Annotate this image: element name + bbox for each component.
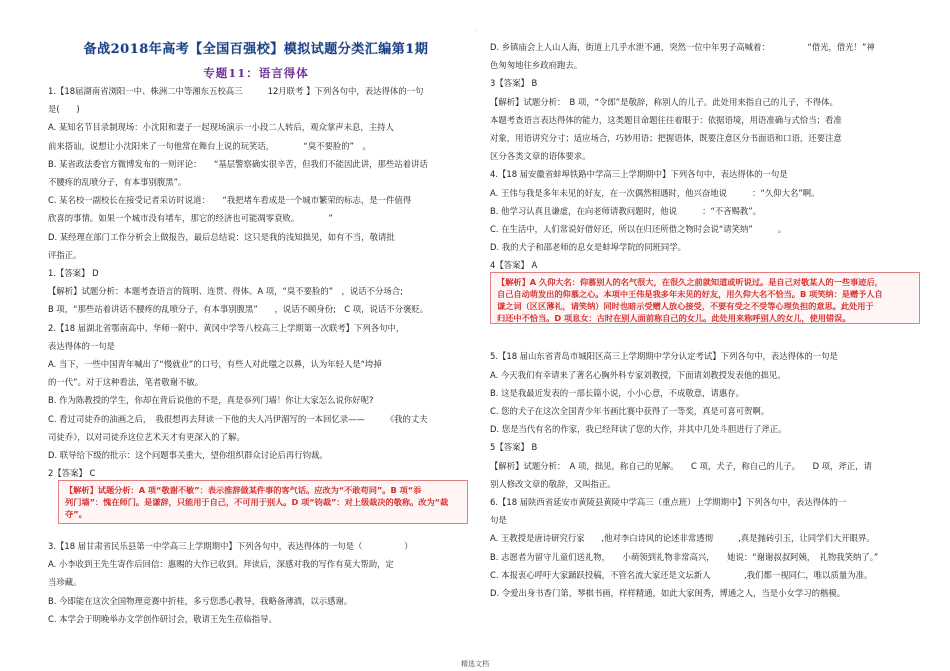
right-line: C. 在生活中，人们常说好借好还，所以在归还所借之物时会说“请笑纳” 。 [490,224,787,234]
left-line: A. 某知名节目录制现场：小沈阳和妻子一起现场演示一小段二人转后，观众掌声未息，主持人 [48,122,394,133]
left-line: 不腰疼的乱喷分子，有本事别腹黑”。 [48,177,187,187]
left-line: D. 某经理在部门工作分析会上做报告，最后总结说：这只是我的浅知拙见，如有不当，敬请批 [48,231,395,242]
left-line: 欣喜的事情。如果一个城市没有堵车，那它的经济也可能凋零衰败。 ” [48,213,333,224]
right-line: C. 本报衷心呼吁大家踊跃投稿，不管名流大家还是文坛新人 ,我们都一视同仁，唯以质量为准。 [490,569,873,580]
left-line: 3.【18 届甘肃省民乐县第一中学高三上学期期中】下列各句中，表达得体的一句是（ ） [48,541,413,551]
right-line: C. 您的犬子在这次全国青少年书画比赛中获得了一等奖，真是可喜可贺啊。 [490,406,770,416]
right-line: D. 令爱出身书香门第，琴棋书画，样样精通，如此大家闺秀，博通之人，当是小女学习的楷模。 [490,588,846,598]
right-line: D. 您是当代有名的作家，我已经拜读了您的大作，并其中几处斗胆进行了斧正。 [490,424,787,435]
right-line: A. 今天我们有幸请来了著名心胸外科专家刘教授，下面请刘教授发表他的拙见。 [490,369,786,380]
red_box_left-line: 列门墙”：愧在师门。是谦辞，只能用于自己，不可用于别人。D 项“钧裁”：对上级裁决的敬称。改为“裁 [65,497,449,507]
left-line: C. 某名校一副校长在接受记者采访时说道： “我把堵车看成是一个城市繁荣的标志，是一件值得 [48,195,412,206]
right-line: 句是 [490,515,507,526]
left-line: 的一代”。对于这种看法，笔者敬谢不敏。 [48,377,204,388]
page-subtitle: 专题11：语言得体 [203,66,309,80]
right-line: 色匆匆地往乡政府跑去。 [490,60,583,71]
left-line: 2【答案】 C [48,468,96,479]
right-line: B. 这是我最近发表的一部长篇小说，小小心意，不成敬意，请惠存。 [490,387,744,398]
left-line: 司徒乔》，以对司徒乔这位艺术天才有更深入的了解。 [48,431,245,442]
left-line: C. 看过司徒乔的油画之后， 我很想再去拜读一下他的夫人冯伊湄写的一本回忆录—— 《我的丈夫 [48,413,428,424]
left-line: 当珍藏。 [48,577,82,588]
right-line: 3【答案】 B [490,78,538,89]
left-line: 是( ) [48,104,80,115]
red_box_right-line: 【解析】A 久仰大名：仰慕别人的名气很大，在很久之前就知道或听说过。是自己对敬某人的一些事迹后， [497,277,883,287]
left-line: 2.【18 届湖北省鄂南高中、华师一附中、黄冈中学等八校高三上学期第一次联考】下列各句中， [48,322,405,333]
red_box_right-line: 自己自动萌发出的仰慕之心。本项中王伟是我多年未见的好友，用久仰大名不恰当。B 项笑纳：是赠予人自 [497,289,883,299]
right-line: 【解析】试题分析： B 项，“令郎”是敬辞，称别人的儿子。此处用来指自己的儿子，不得体。 [490,96,838,107]
right-line: A. 王伟与我是多年未见的好友，在一次偶然相遇时，他兴奋地说 ：“久仰大名”啊。 [490,187,820,198]
right-line: B. 他学习认真且谦虚，在向老师请教问题时，他说 ：“不吝赐教”。 [490,205,761,216]
right-line: 5【答案】 B [490,442,538,453]
left-line: C. 本学会于明晚举办文学创作研讨会，敬请王先生莅临指导。 [48,613,277,624]
left-line: 1.【答案】 D [48,268,99,278]
left-line: A. 当下，一些中国青年喊出了“慢就业”的口号，有些人对此嗤之以鼻，认为年轻人是“垮掉 [48,359,382,369]
right-line: 【解析】试题分析： A 项，拙见，称自己的见解。 C 项，犬子，称自己的儿子。 D 项，斧正，请 [490,460,872,471]
red_box_right-line: 谦之词（区区薄礼，请笑纳）同时也暗示受赠人放心接受，不要有受之不受等心理负担的意思。此处用于 [497,301,874,311]
left-line: A. 小李收到王先生寄作后回信：惠赐的大作已收到。拜读后，深感对我的写作有莫大帮助，定 [48,559,394,570]
right-line: 6.【18 届陕西省延安市黄陵县黄陵中学高三（重点班）上学期期中】下列各句中，表达得体的一 [490,497,847,507]
right-line: 区分各类文章的语体要求。 [490,151,591,162]
right-line: D. 我的犬子和邵老师的息女是蚌埠学院的同班同学。 [490,242,687,253]
red_box_left-line: 【解析】试题分析：A 项“敬谢不敏”：表示推辞做某件事的客气话。应改为“不敢苟同”。B 项“忝 [65,485,422,495]
left-line: 前来搭讪，说想让小沈阳来了一句他常在舞台上说的玩笑话， “臭不要脸的” 。 [48,140,371,151]
left-line: B 项，“那些站着讲话不腰疼的乱喷分子，有本事别腹黑” ，说话不顾身份; C 项，说话不分褒贬。 [48,304,429,315]
page-title: 备战2018年高考【全国百强校】模拟试题分类汇编第1期 [83,42,429,57]
right-line: B. 志愿者为留守儿童们送礼物， 小萌领到礼物非常高兴， 她说：“谢谢叔叔阿姨， 礼物我笑纳了。” [490,551,879,562]
left-line: 1.【18届湖南省浏阳一中、株洲二中等湘东五校高三 12月联考 】下列各句中，表达得体的一句 [48,86,424,96]
right-line: D. 乡镇庙会上人山人海，街道上几乎水泄不通，突然一位中年男子高喊着： “借光，借光！”神 [490,42,875,52]
left-line: 【解析】试题分析：本题考查语言的简明、连贯、得体。A 项，“臭不要脸的” ，说话不分场合; [48,286,403,297]
right-line: A. 王教授是唐诗研究行家 ,他对李白诗风的论述非常透彻 ,真是抛砖引玉，让同学们大开眼界。 [490,533,875,544]
page-footer: 精选文档 [461,660,489,668]
red-annotation-box-right [490,272,920,324]
right-line: 5.【18 届山东省青岛市城阳区高三上学期期中学分认定考试】下列各句中，表达得体的一句是 [490,351,838,362]
red_box_left-line: 夺”。 [65,509,87,519]
page-dot: · [476,28,478,35]
left-line: B. 某省政法委官方微博发布的一则评论： “基层警察确实很辛苦，但我们不能因此讲，那些站着讲话 [48,158,428,169]
left-line: B. 作为陈教授的学生，你却在背后说他的不是，真是忝列门墙！你让大家怎么说你好呢? [48,395,374,406]
right-line: 4【答案】 A [490,260,538,271]
right-line: 4.【18 届安徽省蚌埠铁路中学高三上学期期中】下列各句中，表达得体的一句是 [490,169,788,180]
red-annotation-box-left [58,480,468,524]
left-line: B. 今即能在这次全国物理竞赛中折桂，多亏您悉心教导，我略备薄酒，以示感谢。 [48,595,353,606]
left-line: 表达得体的一句是 [48,340,115,351]
right-line: 本题考查语言表达得体的能力，这类题目命题往往着眼于：依据语境，用语准确与式恰当；看准 [490,114,842,125]
right-line: 别人修改文章的敬辞，又叫指正。 [490,478,616,489]
right-line: 对象，用语讲究分寸；适应场合，巧妙用语；把握语体，既要注意区分书面语和口语，还要注意 [490,133,842,143]
left-line: D. 联导给下级的批示：这个问题事关重大，望你组织群众讨论后再行钧裁。 [48,450,328,460]
red_box_right-line: 归还中不恰当。D 项息女：古时在别人面前称自己的女儿。此处用来称呼别人的女儿，使用错误。 [497,313,851,323]
left-line: 评指正。 [48,249,82,260]
